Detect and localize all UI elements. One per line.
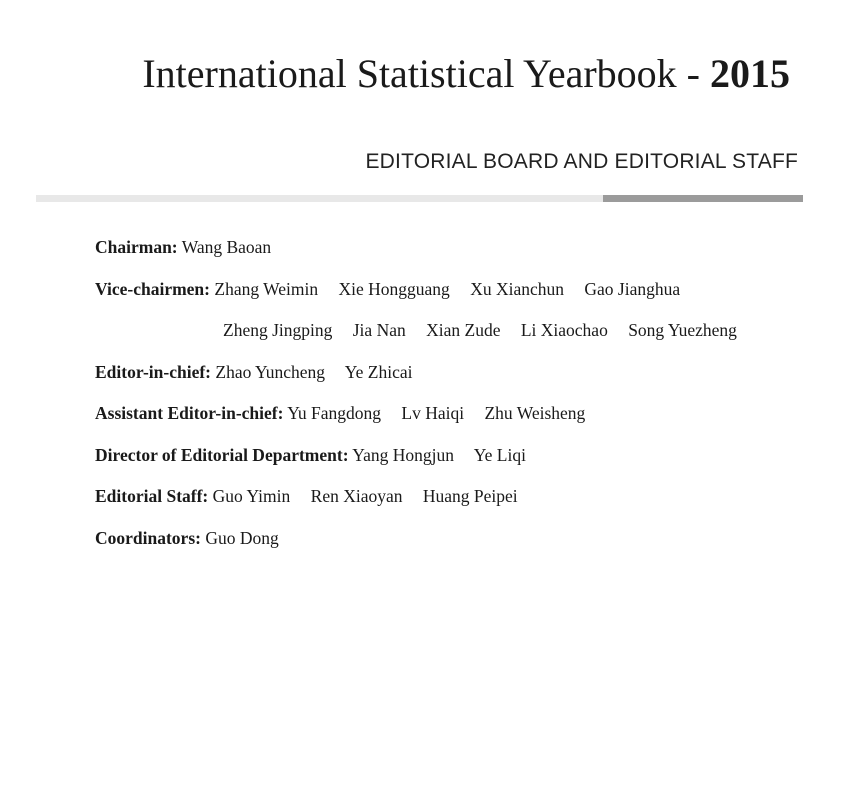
editorial-staff-label: Editorial Staff: xyxy=(95,486,209,506)
section-subtitle: EDITORIAL BOARD AND EDITORIAL STAFF xyxy=(365,150,798,173)
vice-chairman-name: Song Yuezheng xyxy=(628,320,737,340)
director-name: Yang Hongjun xyxy=(352,444,455,465)
director-name: Ye Liqi xyxy=(473,444,526,465)
editorial-staff-name: Ren Xiaoyan xyxy=(310,486,403,506)
coordinator-name: Guo Dong xyxy=(205,527,279,548)
editorial-staff-name: Guo Yimin xyxy=(212,486,291,506)
vice-chairman-name: Xie Hongguang xyxy=(338,278,450,299)
vice-chairman-name: Li Xiaochao xyxy=(520,320,608,340)
vice-chairmen-label: Vice-chairmen: xyxy=(95,278,210,299)
editorial-board-list xyxy=(95,234,815,566)
director-editorial-department-row xyxy=(95,442,815,484)
chairman-label: Chairman: xyxy=(95,237,178,257)
vice-chairman-name: Zhang Weimin xyxy=(214,278,319,299)
vice-chairman-name: Xu Xianchun xyxy=(470,278,564,299)
assistant-editor-in-chief-row xyxy=(95,400,815,442)
editor-in-chief-name: Ye Zhicai xyxy=(344,361,413,382)
divider-light-segment xyxy=(36,195,603,202)
divider-dark-segment xyxy=(603,195,803,202)
assistant-editor-in-chief-label: Assistant Editor-in-chief: xyxy=(95,403,284,423)
title-text: International Statistical Yearbook - xyxy=(142,51,710,96)
coordinators-row xyxy=(95,525,815,567)
title-year: 2015 xyxy=(710,51,790,96)
chairman-name: Wang Baoan xyxy=(181,237,272,257)
assistant-editor-in-chief-name: Lv Haiqi xyxy=(401,403,465,423)
vice-chairman-name: Jia Nan xyxy=(352,320,406,340)
editor-in-chief-label: Editor-in-chief: xyxy=(95,361,211,382)
assistant-editor-in-chief-name: Yu Fangdong xyxy=(287,403,382,423)
editor-in-chief-row xyxy=(95,359,815,401)
vice-chairmen-row xyxy=(95,276,815,318)
chairman-row xyxy=(95,234,815,276)
editorial-staff-name: Huang Peipei xyxy=(422,486,518,506)
vice-chairman-name: Gao Jianghua xyxy=(584,278,681,299)
director-editorial-department-label: Director of Editorial Department: xyxy=(95,444,349,465)
editorial-staff-row xyxy=(95,483,815,525)
vice-chairman-name: Xian Zude xyxy=(426,320,501,340)
document-title xyxy=(142,52,790,96)
vice-chairmen-row-continued xyxy=(95,317,815,359)
assistant-editor-in-chief-name: Zhu Weisheng xyxy=(484,403,586,423)
coordinators-label: Coordinators: xyxy=(95,527,201,548)
editor-in-chief-name: Zhao Yuncheng xyxy=(215,361,326,382)
vice-chairman-name: Zheng Jingping xyxy=(223,320,333,340)
header-divider xyxy=(36,195,803,202)
